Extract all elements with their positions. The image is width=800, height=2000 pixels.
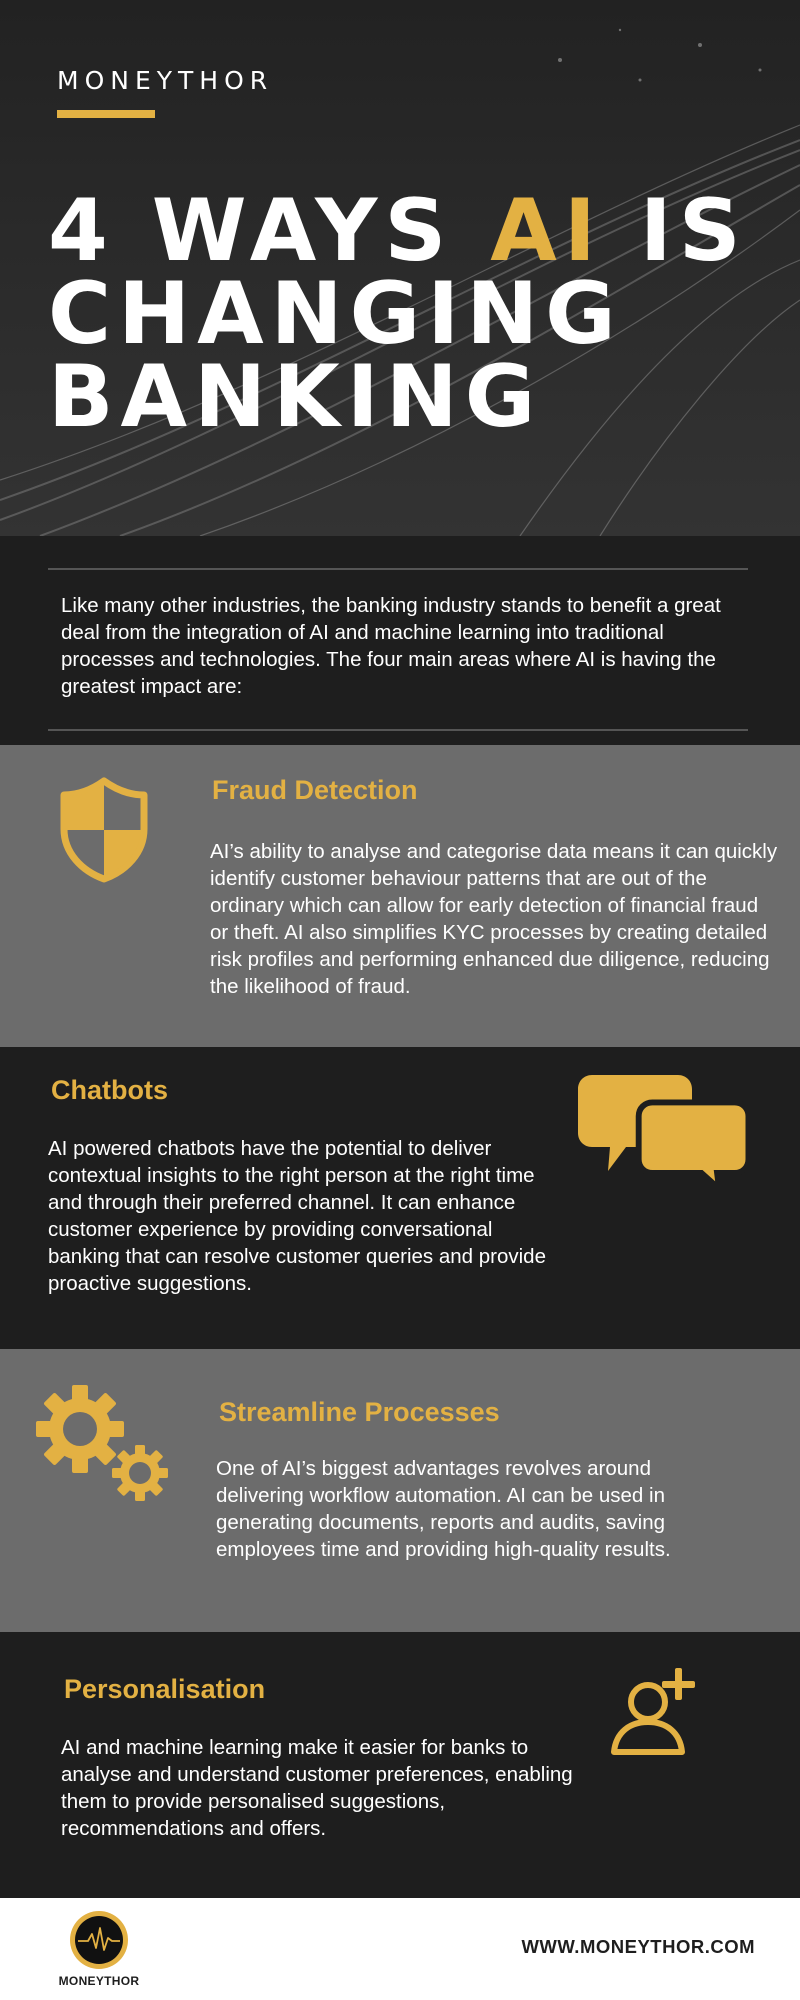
logo-wordmark: MONEYTHOR xyxy=(58,1974,140,1988)
shield-icon xyxy=(60,777,148,883)
chat-bubbles-icon xyxy=(578,1075,754,1187)
title-line-1: 4 WAYS AI IS xyxy=(48,181,748,281)
footer xyxy=(0,1898,800,2000)
hero-banner xyxy=(0,0,800,536)
intro-section xyxy=(0,536,800,745)
title-line-3: BANKING xyxy=(48,347,543,447)
section-body-streamline-processes: One of AI’s biggest advantages revolves around delivering workflow automation. AI can be used in generating documents, reports and audits, saving employees time and providing high-quality results. xyxy=(216,1457,671,1561)
section-title-personalisation: Personalisation xyxy=(64,1674,266,1704)
title-accent-ai: AI xyxy=(490,181,603,281)
page-title xyxy=(48,181,748,447)
section-streamline-processes xyxy=(0,1349,800,1632)
section-title-fraud-detection: Fraud Detection xyxy=(212,775,418,805)
moneythor-logo xyxy=(60,1908,138,1972)
section-personalisation xyxy=(0,1632,800,1898)
title-line-2: CHANGING xyxy=(48,264,623,364)
divider-top xyxy=(48,568,748,570)
section-fraud-detection xyxy=(0,745,800,1047)
website-url[interactable]: WWW.MONEYTHOR.COM xyxy=(521,1936,755,1957)
intro-text: Like many other industries, the banking industry stands to benefit a great deal from the integration of AI and machine learning into traditional processes and technologies. The four main areas where AI is having the greatest impact are: xyxy=(61,594,721,698)
section-body-fraud-detection: AI’s ability to analyse and categorise data means it can quickly identify customer behaviour patterns that are out of the ordinary which can allow for early detection of financial fraud or theft. AI also simplifies KYC processes by creating detailed risk profiles and performing enhanced due diligence, reducing the likelihood of fraud. xyxy=(210,840,778,998)
section-chatbots xyxy=(0,1047,800,1349)
gears-icon xyxy=(36,1385,172,1503)
section-title-chatbots: Chatbots xyxy=(51,1075,168,1105)
brand-underline xyxy=(57,110,155,118)
section-body-chatbots: AI powered chatbots have the potential to deliver contextual insights to the right person at the right time and through their preferred channel. It can enhance customer experience by providing conversational banking that can resolve customer queries and provide proactive suggestions. xyxy=(48,1137,546,1295)
section-body-personalisation: AI and machine learning make it easier for banks to analyse and understand customer preferences, enabling them to provide personalised suggestions, recommendations and offers. xyxy=(61,1736,573,1840)
add-user-icon xyxy=(610,1666,704,1756)
divider-bottom xyxy=(48,729,748,731)
brand-name: MONEYTHOR xyxy=(57,66,274,95)
section-title-streamline-processes: Streamline Processes xyxy=(219,1397,500,1427)
